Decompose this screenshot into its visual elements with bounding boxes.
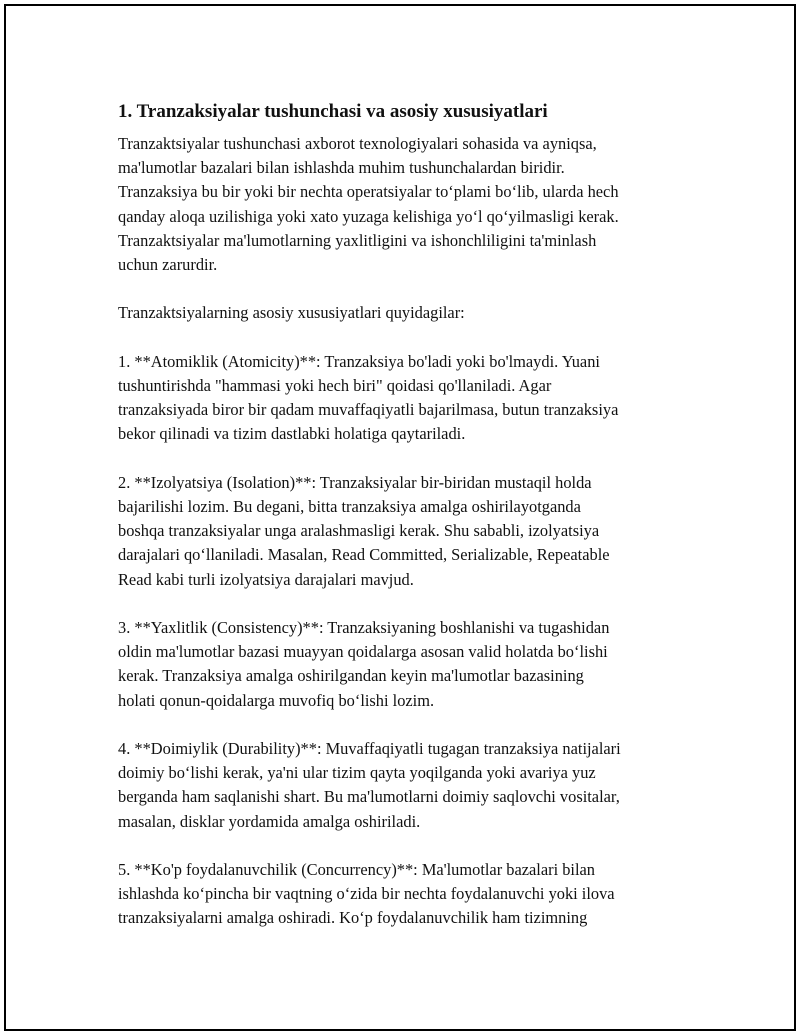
text-line: 3. **Yaxlitlik (Consistency)**: Tranzaksiyaning boshlanishi va tugashidan bbox=[118, 618, 610, 637]
text-line: boshqa tranzaksiyalar unga aralashmasligi kerak. Shu sababli, izolyatsiya bbox=[118, 521, 600, 541]
paragraph-list bbox=[118, 132, 698, 931]
text-line: 5. **Ko'p foydalanuvchilik (Concurrency)**: Ma'lumotlar bazalari bilan bbox=[118, 860, 595, 879]
document-body bbox=[118, 98, 698, 955]
paragraph bbox=[118, 471, 698, 592]
paragraph bbox=[118, 132, 698, 277]
text-line: berganda ham saqlanishi shart. Bu ma'lumotlarni doimiy saqlovchi vositalar, bbox=[118, 787, 620, 807]
paragraph bbox=[118, 616, 698, 713]
text-line: doimiy bo‘lishi kerak, ya'ni ular tizim qayta yoqilganda yoki avariya yuz bbox=[118, 763, 596, 783]
text-line: Tranzaktsiyalar ma'lumotlarning yaxlitligini va ishonchliligini ta'minlash bbox=[118, 230, 597, 250]
text-line: 2. **Izolyatsiya (Isolation)**: Tranzaksiyalar bir-biridan mustaqil holda bbox=[118, 472, 592, 492]
text-line: tranzaksiyalarni amalga oshiradi. Ko‘p foydalanuvchilik ham tizimning bbox=[118, 908, 588, 928]
document-page bbox=[4, 4, 796, 1031]
text-line: kerak. Tranzaksiya amalga oshirilgandan keyin ma'lumotlar bazasining bbox=[118, 666, 584, 686]
text-line: ishlashda ko‘pincha bir vaqtning o‘zida bir nechta foydalanuvchi yoki ilova bbox=[118, 884, 615, 904]
text-line: qanday aloqa uzilishiga yoki xato yuzaga kelishiga yo‘l qo‘yilmasligi kerak. bbox=[118, 206, 619, 226]
text-line: Read kabi turli izolyatsiya darajalari mavjud. bbox=[118, 569, 414, 589]
text-line: ma'lumotlar bazalari bilan ishlashda muhim tushunchalardan biridir. bbox=[118, 158, 565, 178]
text-line: tushuntirishda "hammasi yoki hech biri" qoidasi qo'llaniladi. Agar bbox=[118, 376, 552, 395]
text-line: Tranzaktsiyalar tushunchasi axborot texnologiyalari sohasida va ayniqsa, bbox=[118, 134, 597, 153]
text-line: darajalari qo‘llaniladi. Masalan, Read Committed, Serializable, Repeatable bbox=[118, 545, 610, 565]
text-line: uchun zarurdir. bbox=[118, 255, 218, 275]
text-line: holati qonun-qoidalarga muvofiq bo‘lishi lozim. bbox=[118, 690, 435, 710]
text-line: masalan, disklar yordamida amalga oshiriladi. bbox=[118, 811, 421, 831]
text-line: Tranzaksiya bu bir yoki bir nechta operatsiyalar to‘plami bo‘lib, ularda hech bbox=[118, 182, 619, 202]
paragraph bbox=[118, 350, 698, 447]
text-line: bekor qilinadi va tizim dastlabki holatiga qaytariladi. bbox=[118, 424, 466, 444]
document-title: 1. Tranzaksiyalar tushunchasi va asosiy xususiyatlari bbox=[118, 101, 548, 122]
paragraph bbox=[118, 301, 698, 325]
text-line: tranzaksiyada biror bir qadam muvaffaqiyatli bajarilmasa, butun tranzaksiya bbox=[118, 400, 619, 420]
text-line: 4. **Doimiylik (Durability)**: Muvaffaqiyatli tugagan tranzaksiya natijalari bbox=[118, 739, 621, 758]
paragraph bbox=[118, 858, 698, 931]
text-line: Tranzaktsiyalarning asosiy xususiyatlari quyidagilar: bbox=[118, 303, 465, 323]
paragraph bbox=[118, 737, 698, 834]
text-line: bajarilishi lozim. Bu degani, bitta tranzaksiya amalga oshirilayotganda bbox=[118, 497, 581, 516]
text-line: 1. **Atomiklik (Atomicity)**: Tranzaksiya bo'ladi yoki bo'lmaydi. Yuani bbox=[118, 351, 600, 371]
text-line: oldin ma'lumotlar bazasi muayyan qoidalarga asosan valid holatda bo‘lishi bbox=[118, 642, 608, 662]
